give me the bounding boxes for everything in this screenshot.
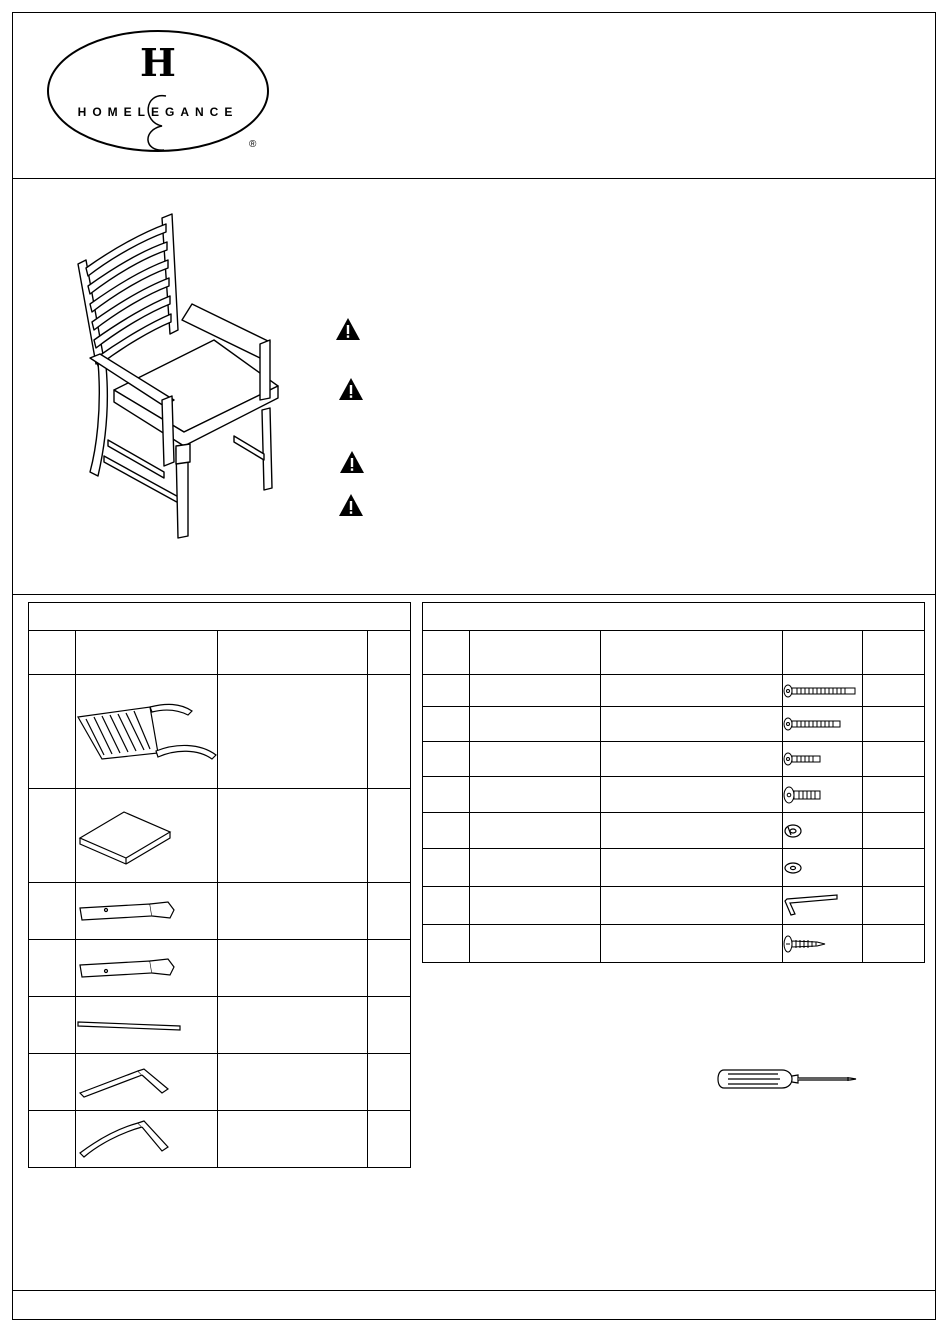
seat-cushion-drawing	[76, 789, 218, 883]
part-description	[218, 1111, 368, 1168]
front-leg-rail-drawing	[76, 883, 218, 940]
table-row	[423, 887, 925, 925]
part-description	[218, 883, 368, 940]
hardware-header-drawing	[783, 631, 863, 675]
part-label	[29, 1054, 76, 1111]
part-qty	[368, 997, 411, 1054]
section-divider-parts	[12, 594, 936, 595]
logo-wordmark: HOMELEGANCE	[77, 105, 239, 119]
part-label	[29, 883, 76, 940]
hardware-header-name	[470, 631, 601, 675]
armchair-illustration	[74, 210, 286, 542]
long-bolt-icon	[783, 675, 863, 707]
chair-back-frame-drawing	[76, 675, 218, 789]
part-label	[29, 997, 76, 1054]
table-row	[423, 777, 925, 813]
logo-monogram: H	[140, 40, 176, 85]
parts-header-description	[218, 631, 368, 675]
part-qty	[368, 789, 411, 883]
table-row	[423, 813, 925, 849]
lock-washer-icon	[783, 813, 863, 849]
part-label	[29, 789, 76, 883]
arm-drawing	[76, 1054, 218, 1111]
table-row	[29, 1111, 411, 1168]
warning-triangle-icon	[338, 493, 364, 517]
allen-key-icon	[783, 887, 863, 925]
parts-header-no	[29, 631, 76, 675]
table-row	[29, 789, 411, 883]
short-bolt-icon	[783, 742, 863, 777]
table-row	[29, 675, 411, 789]
table-row	[423, 675, 925, 707]
part-description	[218, 675, 368, 789]
table-row	[423, 742, 925, 777]
registered-mark: ®	[249, 139, 257, 150]
table-row	[29, 1054, 411, 1111]
part-description	[218, 940, 368, 997]
part-qty	[368, 1054, 411, 1111]
front-leg-rail-drawing	[76, 940, 218, 997]
table-row	[29, 940, 411, 997]
table-row	[423, 925, 925, 963]
part-label	[29, 940, 76, 997]
warning-triangle-icon	[335, 317, 361, 341]
stretcher-bar-drawing	[76, 997, 218, 1054]
part-qty	[368, 1111, 411, 1168]
table-row	[423, 849, 925, 887]
hardware-header-qty	[863, 631, 925, 675]
arm-drawing	[76, 1111, 218, 1168]
wood-screw-icon	[783, 925, 863, 963]
part-qty	[368, 675, 411, 789]
part-label	[29, 1111, 76, 1168]
warning-triangle-icon	[338, 377, 364, 401]
homelegance-logo	[46, 30, 272, 154]
part-description	[218, 789, 368, 883]
hardware-table	[422, 602, 925, 963]
parts-table	[28, 602, 411, 1168]
parts-header-qty	[368, 631, 411, 675]
hardware-table-title	[423, 603, 925, 631]
part-label	[29, 675, 76, 789]
section-divider-footer	[12, 1290, 936, 1291]
part-qty	[368, 883, 411, 940]
hardware-header-no	[423, 631, 470, 675]
part-description	[218, 1054, 368, 1111]
part-qty	[368, 940, 411, 997]
parts-table-title	[29, 603, 411, 631]
table-row	[29, 883, 411, 940]
flat-washer-icon	[783, 849, 863, 887]
table-row	[29, 997, 411, 1054]
medium-bolt-icon	[783, 707, 863, 742]
part-description	[218, 997, 368, 1054]
short-bolt-icon	[783, 777, 863, 813]
phillips-screwdriver-icon	[718, 1066, 860, 1092]
hardware-header-description	[601, 631, 783, 675]
table-row	[423, 707, 925, 742]
warning-triangle-icon	[339, 450, 365, 474]
parts-header-drawing	[76, 631, 218, 675]
section-divider-header	[12, 178, 936, 179]
